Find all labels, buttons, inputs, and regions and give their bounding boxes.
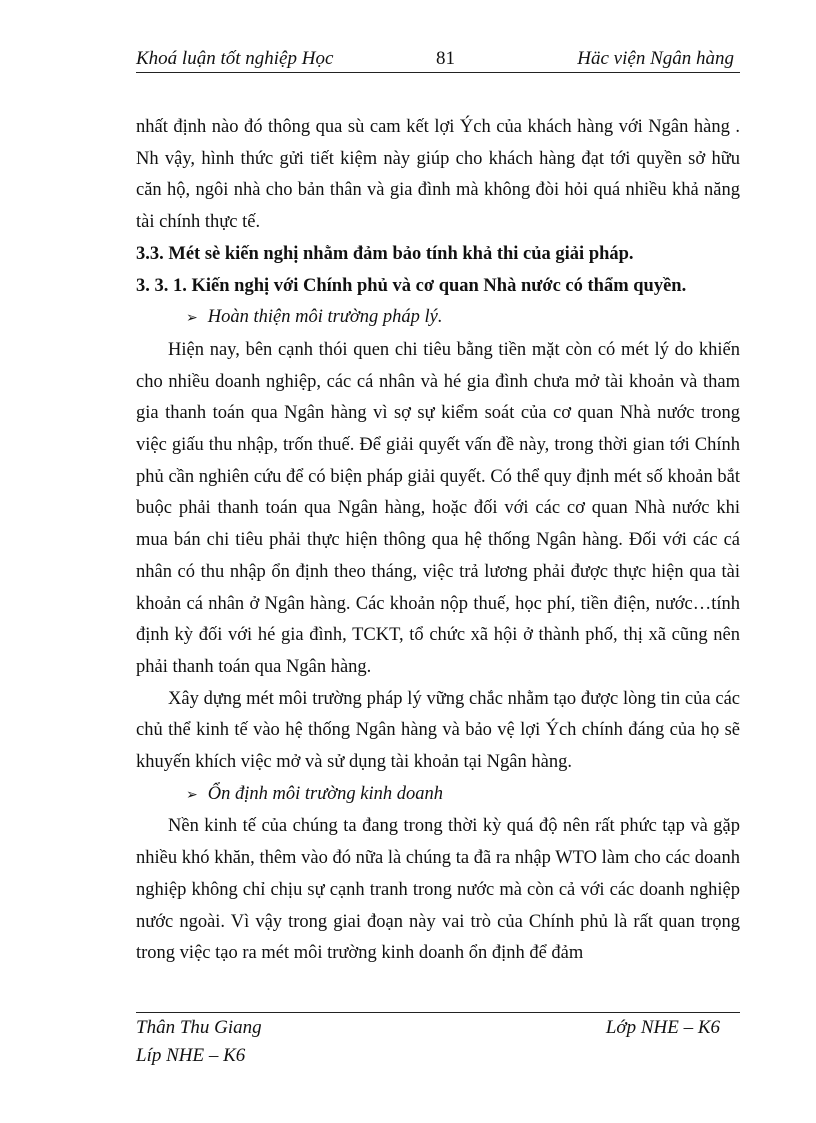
subsection-heading: 3. 3. 1. Kiến nghị với Chính phủ và cơ quan Nhà nước có thẩm quyền. xyxy=(136,275,687,296)
bullet-item xyxy=(136,302,740,335)
page-header xyxy=(136,46,740,73)
page-number: 81 xyxy=(436,48,455,69)
bullet-text: Hoàn thiện môi trường pháp lý. xyxy=(207,307,443,328)
arrow-bullet-icon: ➢ xyxy=(186,311,198,327)
section-heading: 3.3. Mét sè kiến nghị nhằm đảm bảo tính khả thi của giải pháp. xyxy=(136,243,634,264)
header-thesis-title: Khoá luận tốt nghiệp Học xyxy=(136,48,334,69)
page-footer xyxy=(136,1012,740,1066)
paragraph: Nền kinh tế của chúng ta đang trong thời kỳ quá độ nên rất phức tạp và gặp nhiều khó khăn, thêm vào đó nữa là chúng ta đã ra nhập WTO làm cho các doanh nghiệp không chỉ chịu sự cạnh tranh trong nước mà còn cả với các doanh nghiệp nước ngoài. Vì vậy trong giai đoạn này vai trò của Chính phủ là rất quan trọng trong việc tạo ra mét môi trường kinh doanh ổn định để đảm xyxy=(136,816,740,964)
footer-class-left: Líp NHE – K6 xyxy=(136,1045,246,1066)
paragraph: Xây dựng mét môi trường pháp lý vững chắc nhằm tạo được lòng tin của các chủ thể kinh tế vào hệ thống Ngân hàng và bảo vệ lợi Ých chính đáng của họ sẽ khuyến khích việc mở và sử dụng tài khoản tại Ngân hàng. xyxy=(136,688,740,773)
paragraph: nhất định nào đó thông qua sù cam kết lợi Ých của khách hàng với Ngân hàng . Nh vậy, hình thức gửi tiết kiệm này giúp cho khách hàng đạt tới quyền sở hữu căn hộ, ngôi nhà cho bản thân và gia đình mà không đòi hỏi quá nhiều khả năng tài chính thực tế. xyxy=(136,117,740,233)
arrow-bullet-icon: ➢ xyxy=(186,787,198,803)
header-institution: Häc viện Ngân hàng xyxy=(577,48,734,69)
footer-class-right: Lớp NHE – K6 xyxy=(605,1017,720,1038)
footer-author: Thân Thu Giang xyxy=(136,1017,262,1038)
bullet-text: Ổn định môi trường kinh doanh xyxy=(207,783,444,804)
bullet-item xyxy=(136,779,740,812)
document-body xyxy=(136,112,740,970)
paragraph: Hiện nay, bên cạnh thói quen chi tiêu bằng tiền mặt còn có mét lý do khiến cho nhiều doanh nghiệp, các cá nhân và hé gia đình chưa mở tài khoản và tham gia thanh toán qua Ngân hàng vì sợ sự kiểm soát của cơ quan Nhà nước trong việc giấu thu nhập, trốn thuế. Để giải quyết vấn đề này, trong thời gian tới Chính phủ cần nghiên cứu để có biện pháp giải quyết. Có thể quy định mét số khoản bắt buộc phải thanh toán qua Ngân hàng, hoặc đối với các cơ quan Nhà nước khi mua bán chi tiêu phải thực hiện thông qua hệ thống Ngân hàng. Đối với các cá nhân có thu nhập ổn định theo tháng, việc trả lương phải được thực hiện qua tài khoản cá nhân ở Ngân hàng. Các khoản nộp thuế, học phí, tiền điện, nước…tính định kỳ đối với hé gia đình, TCKT, tổ chức xã hội ở thành phố, thị xã cũng nên phải thanh toán qua Ngân hàng. xyxy=(136,339,740,677)
